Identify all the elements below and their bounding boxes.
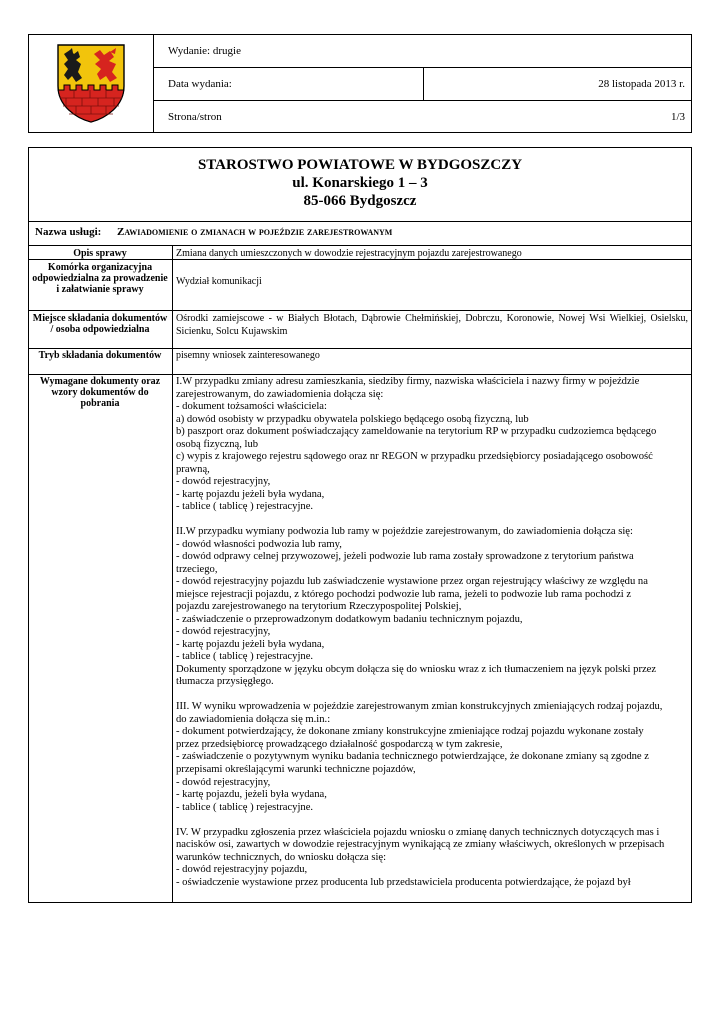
document-line: - dowód rejestracyjny,	[176, 776, 271, 788]
document-line: - dokument tożsamości właściciela:	[176, 401, 327, 413]
document-line: Dokumenty sporządzone w języku obcym dołącza się do wniosku wraz z ich tłumaczeniem na język polski przez	[176, 663, 657, 675]
document-line: - dowód własności podwozia lub ramy,	[176, 538, 342, 550]
office-street: ul. Konarskiego 1 – 3	[292, 175, 428, 191]
document-line: - oświadczenie wystawione przez producenta lub przedstawiciela producenta potwierdzające, że pojazd był	[176, 876, 631, 888]
document-line: II.W przypadku wymiany podwozia lub ramy w pojeździe zarejestrowanym, do zawiadomienia dołącza się:	[176, 526, 633, 538]
document-line: warunków technicznych, do wniosku dołącza się:	[176, 851, 387, 863]
document-line: - zaświadczenie o przeprowadzonym dodatkowym badaniu technicznym pojazdu,	[176, 613, 523, 625]
document-line: - dowód rejestracyjny,	[176, 626, 271, 638]
header-divider-vertical	[153, 34, 154, 133]
row-divider-1	[28, 259, 692, 260]
document-line: - dokument potwierdzający, że dokonane zmiany konstrukcyjne zmieniające rodzaj pojazdu wykonane zostały	[176, 726, 644, 738]
document-line: III. W wyniku wprowadzenia w pojeździe zarejestrowanym zmian konstrukcyjnych zmieniających rodzaj pojazdu,	[176, 701, 663, 713]
table-column-divider	[172, 245, 173, 903]
document-line: miejsce rejestracji pojazdu, z którego pochodzi podwozie lub rama, jeżeli to podwozie lub rama pochodzi z	[176, 588, 632, 600]
document-line: nacisków osi, zawartych w dowodzie rejestracyjnym wynikającą ze zmiany właściwych, określonych w przepisach	[176, 839, 665, 851]
document-line: - kartę pojazdu jeżeli była wydana,	[176, 488, 325, 500]
row-opis-label: Opis sprawy	[73, 248, 127, 259]
row-tryb-label: Tryb składania dokumentów	[38, 350, 162, 361]
document-line	[176, 514, 690, 527]
document-line: - kartę pojazdu, jeżeli była wydana,	[176, 789, 327, 801]
row-komorka-label: Komórka organizacyjna odpowiedzialna za prowadzenie i załatwianie sprawy	[32, 262, 168, 296]
document-line: przez przedsiębiorcę prowadzącego działalność gospodarczą w tym zakresie,	[176, 738, 503, 750]
document-line: do zawiadomienia dołącza się m.in.:	[176, 713, 331, 725]
document-line: IV. W przypadku zgłoszenia przez właściciela pojazdu wniosku o zmianę danych technicznych dotyczących mas i	[176, 826, 660, 838]
office-city: 85-066 Bydgoszcz	[303, 193, 417, 209]
table-divider-rows	[28, 245, 692, 246]
coat-of-arms-icon	[54, 42, 128, 124]
document-line: - zaświadczenie o pozytywnym wyniku badania technicznego potwierdzające, że dokonane zmiany są zgodne z	[176, 751, 649, 763]
document-line: - dowód rejestracyjny pojazdu lub zaświadczenie wystawione przez organ rejestrujący właściwy ze względu na	[176, 576, 648, 588]
document-line: tłumacza przysięgłego.	[176, 676, 274, 688]
issue-date-value: 28 listopada 2013 r.	[598, 78, 685, 90]
document-line: - kartę pojazdu jeżeli była wydana,	[176, 638, 325, 650]
page-count-value: 1/3	[670, 111, 685, 123]
document-line: - dowód rejestracyjny,	[176, 476, 271, 488]
document-line: przepisami określającymi warunki techniczne pojazdów,	[176, 763, 416, 775]
row-miejsce-label: Miejsce składania dokumentów / osoba odpowiedzialna	[32, 313, 168, 336]
document-line: - tablice ( tablicę ) rejestracyjne.	[176, 501, 314, 513]
header-divider-2	[153, 100, 692, 101]
document-line: prawną,	[176, 463, 210, 475]
document-line: trzeciego,	[176, 563, 218, 575]
document-line: b) paszport oraz dokument poświadczający zameldowanie na terytorium RP w przypadku cudzoziemca będącego	[176, 426, 657, 438]
document-line: - tablice ( tablicę ) rejestracyjne.	[176, 801, 314, 813]
row-divider-2	[28, 310, 692, 311]
issue-date-label: Data wydania:	[168, 78, 232, 90]
document-line: zarejestrowanym, do zawiadomienia dołącza się:	[176, 388, 384, 400]
document-line: c) wypis z krajowego rejestru sądowego oraz nr REGON w przypadku przedsiębiorcy posiadającego osobowość	[176, 451, 653, 463]
document-line: osobą fizyczną, lub	[176, 438, 259, 450]
document-line: - dowód rejestracyjny pojazdu,	[176, 864, 308, 876]
row-tryb-value: pisemny wniosek zainteresowanego	[176, 350, 320, 361]
document-line	[176, 814, 690, 827]
documents-list	[176, 376, 690, 889]
row-miejsce-value: Ośrodki zamiejscowe - w Białych Błotach, Dąbrowie Chełmińskiej, Dobrczu, Koronowie, Nowej Wsi Wielkiej, Osielsku, Sicienku, Solcu Kujawskim	[176, 313, 688, 337]
document-line: pojazdu zarejestrowanego na terytorium Rzeczypospolitej Polskiej,	[176, 601, 462, 613]
table-divider-service	[28, 221, 692, 222]
edition-text: Wydanie: drugie	[168, 45, 241, 57]
service-name: Zawiadomienie o zmianach w pojeździe zarejestrowanym	[117, 226, 393, 238]
document-line: I.W przypadku zmiany adresu zamieszkania, siedziby firmy, nazwiska właściciela i nazwy firmy w pojeździe	[176, 376, 640, 387]
row-opis-value: Zmiana danych umieszczonych w dowodzie rejestracyjnym pojazdu zarejestrowanego	[176, 248, 522, 259]
office-name: STAROSTWO POWIATOWE W BYDGOSZCZY	[197, 157, 523, 173]
header-divider-date	[423, 67, 424, 100]
page-count-label: Strona/stron	[168, 111, 222, 123]
row-divider-4	[28, 374, 692, 375]
document-line: - tablice ( tablicę ) rejestracyjne.	[176, 651, 314, 663]
row-divider-3	[28, 348, 692, 349]
service-label: Nazwa usługi:	[35, 226, 102, 238]
row-komorka-value: Wydział komunikacji	[176, 276, 262, 287]
document-line: a) dowód osobisty w przypadku obywatela polskiego będącego osobą fizyczną, lub	[176, 413, 529, 425]
document-line: - dowód odprawy celnej przywozowej, jeżeli podwozie lub rama zostały sprowadzone z terytorium państwa	[176, 551, 634, 563]
document-line	[176, 689, 690, 702]
row-wymagane-label: Wymagane dokumenty oraz wzory dokumentów do pobrania	[39, 376, 161, 410]
